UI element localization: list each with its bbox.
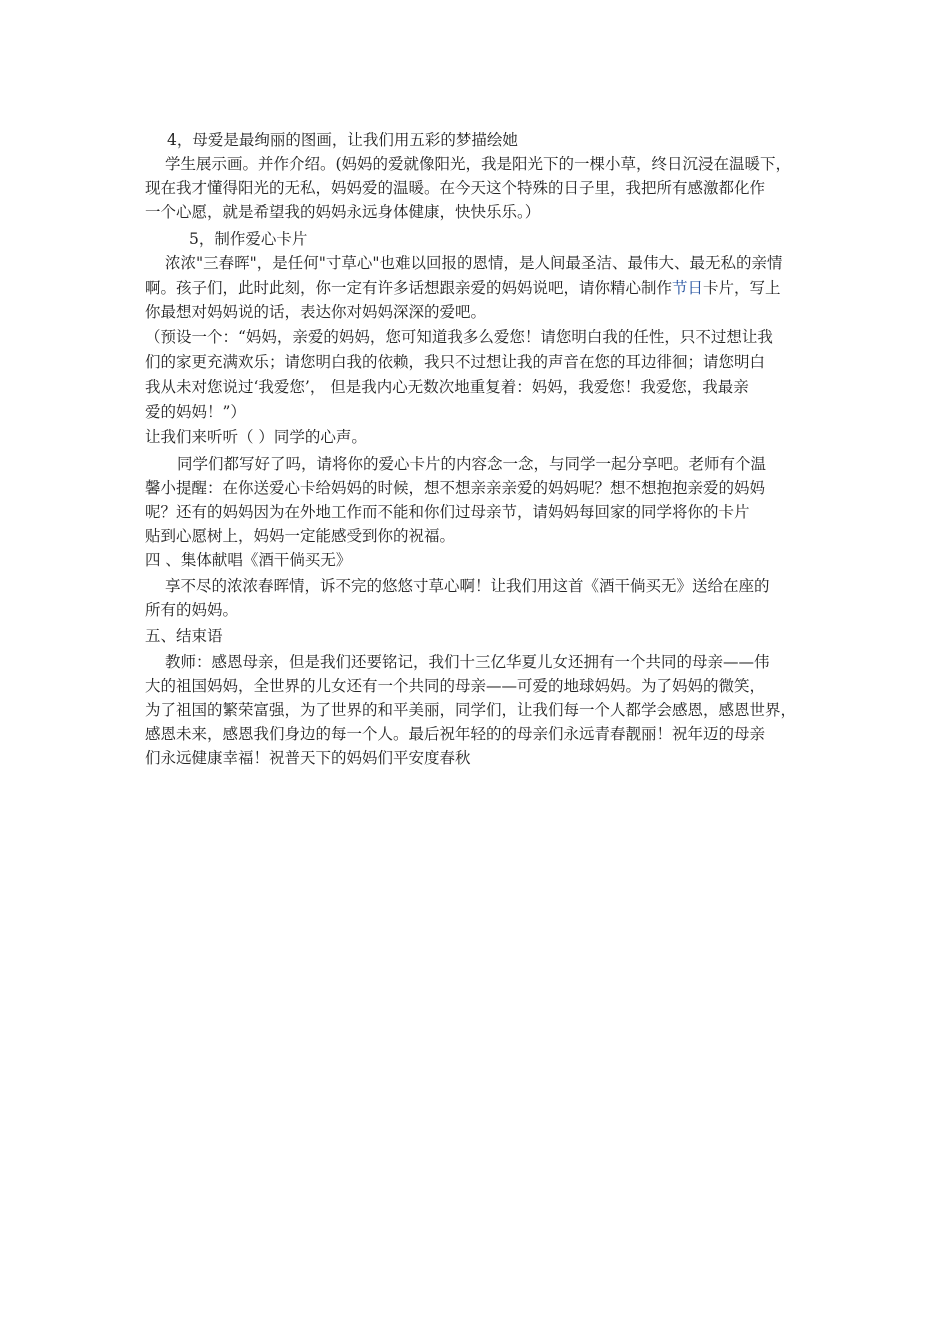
paragraph-line: 爱的妈妈！”） bbox=[145, 403, 246, 421]
paragraph-line: 浓浓"三春晖"，是任何"寸草心"也难以回报的恩情，是人间最圣洁、最伟大、最无私的亲情 bbox=[165, 254, 783, 272]
section-heading-5: 5，制作爱心卡片 bbox=[189, 230, 308, 248]
section-heading-4th: 四 、集体献唱《酒干倘买无》 bbox=[145, 551, 352, 569]
paragraph-line: 馨小提醒：在你送爱心卡给妈妈的时候，想不想亲亲亲爱的妈妈呢？想不想抱抱亲爱的妈妈 bbox=[145, 479, 766, 497]
paragraph-line: 贴到心愿树上，妈妈一定能感受到你的祝福。 bbox=[145, 527, 456, 545]
paragraph-line: 们的家更充满欢乐；请您明白我的依赖，我只不过想让我的声音在您的耳边徘徊；请您明白 bbox=[145, 353, 766, 371]
paragraph-line: 我从未对您说过‘我爱您’， 但是我内心无数次地重复着：妈妈，我爱您！我爱您，我最亲 bbox=[145, 378, 749, 396]
paragraph-line: 让我们来听听（ ）同学的心声。 bbox=[145, 428, 367, 446]
paragraph-line: 所有的妈妈。 bbox=[145, 601, 239, 619]
paragraph-line: 同学们都写好了吗，请将你的爱心卡片的内容念一念，与同学一起分享吧。老师有个温 bbox=[177, 455, 767, 473]
paragraph-line bbox=[145, 276, 815, 300]
section-heading-4: 4，母爱是最绚丽的图画，让我们用五彩的梦描绘她 bbox=[167, 131, 518, 149]
paragraph-line: 现在我才懂得阳光的无私，妈妈爱的温暖。在今天这个特殊的日子里，我把所有感激都化作 bbox=[145, 179, 766, 197]
paragraph-line: 为了祖国的繁荣富强，为了世界的和平美丽，同学们，让我们每一个人都学会感恩，感恩世界， bbox=[145, 701, 797, 719]
paragraph-line: 感恩未来，感恩我们身边的每一个人。最后祝年轻的的母亲们永远青春靓丽！祝年迈的母亲 bbox=[145, 725, 766, 743]
holiday-link[interactable]: 节日 bbox=[672, 279, 704, 297]
paragraph-text: 啊。孩子们，此时此刻，你一定有许多话想跟亲爱的妈妈说吧，请你精心制作 bbox=[145, 279, 673, 297]
paragraph-line: 们永远健康幸福！祝普天下的妈妈们平安度春秋 bbox=[145, 749, 471, 767]
paragraph-text: 卡片，写上 bbox=[703, 279, 781, 297]
paragraph-line: 教师：感恩母亲，但是我们还要铭记，我们十三亿华夏儿女还拥有一个共同的母亲——伟 bbox=[165, 653, 770, 671]
paragraph-line: 你最想对妈妈说的话，表达你对妈妈深深的爱吧。 bbox=[145, 303, 487, 321]
paragraph-line: 学生展示画。并作介绍。(妈妈的爱就像阳光，我是阳光下的一棵小草，终日沉浸在温暖下， bbox=[165, 155, 792, 173]
section-heading-5th: 五、结束语 bbox=[145, 627, 223, 645]
paragraph-line: 大的祖国妈妈，全世界的儿女还有一个共同的母亲——可爱的地球妈妈。为了妈妈的微笑， bbox=[145, 677, 766, 695]
paragraph-line: 享不尽的浓浓春晖情，诉不完的悠悠寸草心啊！让我们用这首《酒干倘买无》送给在座的 bbox=[165, 577, 770, 595]
paragraph-line: 一个心愿，就是希望我的妈妈永远身体健康，快快乐乐。） bbox=[145, 203, 541, 221]
paragraph-line: （预设一个：“妈妈，亲爱的妈妈，您可知道我多么爱您！请您明白我的任性，只不过想让我 bbox=[145, 328, 773, 346]
paragraph-line: 呢？还有的妈妈因为在外地工作而不能和你们过母亲节，请妈妈每回家的同学将你的卡片 bbox=[145, 503, 750, 521]
